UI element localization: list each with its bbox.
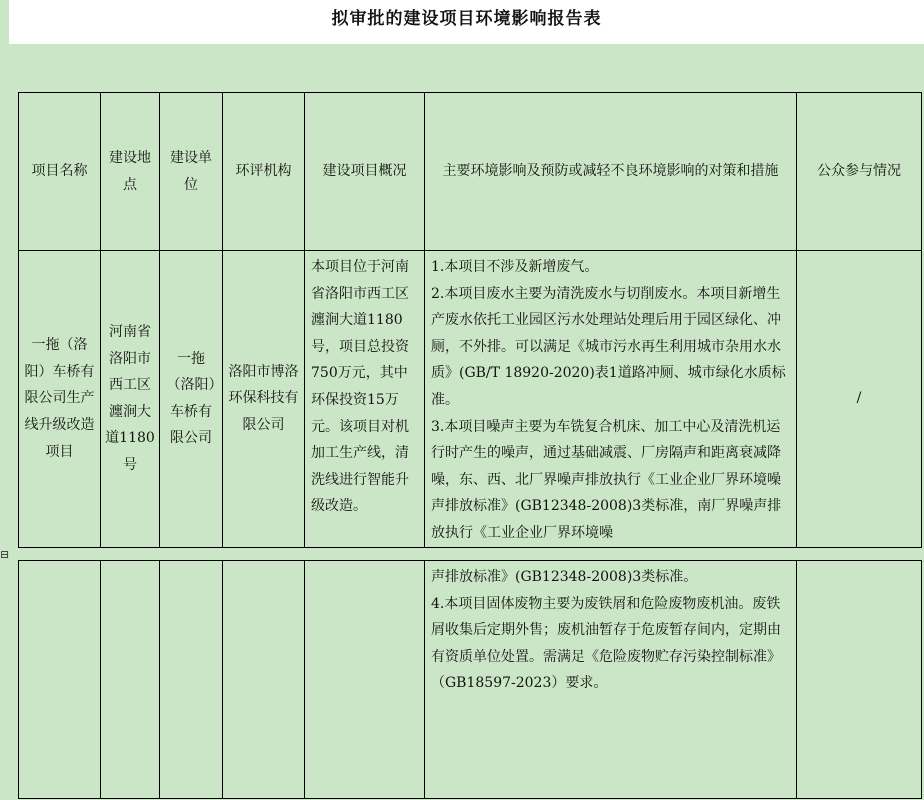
table-move-handle-icon[interactable]: ⊟ [0, 548, 10, 561]
cell-measures-part1 [425, 251, 797, 548]
document-title: 拟审批的建设项目环境影响报告表 [331, 9, 602, 29]
cell-empty [19, 561, 101, 799]
document-title-bar [9, 0, 924, 44]
header-public: 公众参与情况 [797, 93, 922, 251]
cell-overview: 本项目位于河南省洛阳市西工区瀍涧大道1180号，项目总投资750万元，其中环保投资15万元。该项目对机加工生产线，清洗线进行智能升级改造。 [305, 251, 425, 548]
measure-item: 2.本项目废水主要为清洗废水与切削废水。本项目新增生产废水依托工业园区污水处理站处理后用于园区绿化、冲厕，不外排。可以满足《城市污水再生利用城市杂用水水质》(GB/T 18920-2020)表1道路冲厕、城市绿化水质标准。 [431, 285, 786, 408]
header-location: 建设地点 [101, 93, 160, 251]
header-row [19, 93, 922, 251]
header-measures: 主要环境影响及预防或减轻不良环境影响的对策和措施 [425, 93, 797, 251]
cell-empty [101, 561, 160, 799]
cell-unit: 一拖（洛阳）车桥有限公司 [160, 251, 223, 548]
cell-empty [797, 561, 922, 799]
project-table-page1 [18, 92, 922, 548]
cell-empty [305, 561, 425, 799]
measure-item: 声排放标准》(GB12348-2008)3类标准。 [431, 569, 698, 585]
measure-item: 3.本项目噪声主要为车铣复合机床、加工中心及清洗机运行时产生的噪声，通过基础减震、厂房隔声和距离衰减降噪，东、西、北厂界噪声排放执行《工业企业厂界环境噪声排放标准》(GB12348-2008)3类标准，南厂界噪声排放执行《工业企业厂界环境噪 [431, 418, 782, 541]
cell-empty [160, 561, 223, 799]
cell-project-name: 一拖（洛阳）车桥有限公司生产线升级改造项目 [19, 251, 101, 548]
header-overview: 建设项目概况 [305, 93, 425, 251]
cell-measures-part2 [425, 561, 797, 799]
data-row [19, 251, 922, 548]
data-row-continued [19, 561, 922, 799]
header-agency: 环评机构 [223, 93, 305, 251]
project-table-page2 [18, 560, 922, 799]
measure-item: 4.本项目固体废物主要为废铁屑和危险废物废机油。废铁屑收集后定期外售；废机油暂存于危废暂存间内，定期由有资质单位处置。需满足《危险废物贮存污染控制标准》（GB18597-2023）要求。 [431, 595, 781, 692]
cell-agency: 洛阳市博洛环保科技有限公司 [223, 251, 305, 548]
cell-empty [223, 561, 305, 799]
header-project-name: 项目名称 [19, 93, 101, 251]
header-unit: 建设单位 [160, 93, 223, 251]
cell-public: / [797, 251, 922, 548]
measure-item: 1.本项目不涉及新增废气。 [431, 259, 599, 275]
cell-location: 河南省洛阳市西工区瀍涧大道1180号 [101, 251, 160, 548]
